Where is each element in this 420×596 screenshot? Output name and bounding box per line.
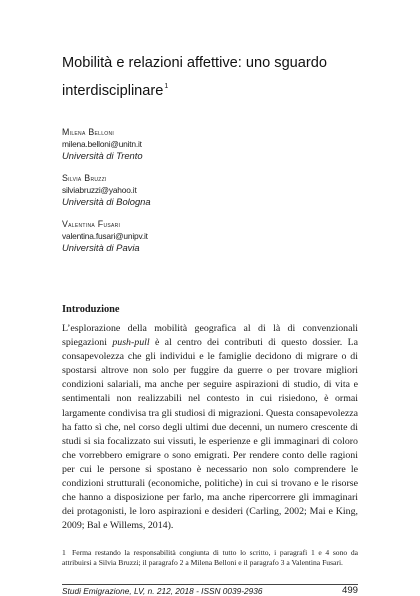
footer-divider <box>62 584 358 585</box>
author-block <box>62 127 362 265</box>
body-text-part2: è al centro dei contributi di questo dossier. La consapevolezza che gli individui e le famiglie decidono di migrare o di spostarsi altrove non solo per fuggire da guerre o per trovare migliori condizioni salariali, ma anche per seguire aspirazioni di studio, di vita e sentimentali non realizzabili nel contesto in cui risiedono, è ormai largamente condivisa tra gli studiosi di migrazioni. Questa consapevolezza ha fatto sì che, nel corso degli ultimi due decenni, un numero crescente di studi si sia focalizzato sui vissuti, le esperienze e gli immaginari di coloro che vorrebbero emigrare o sono emigrati. Per rendere conto delle ragioni per cui le persone si spostano è necessario non solo comprendere le condizioni strutturali (economiche, politiche) in cui si trovano e le risorse che hanno a disposizione per farlo, ma anche ripercorrere gli immaginari dei protagonisti, le loro aspirazioni e desideri (Carling, 2002; Mai e King, 2009; Bal e Willems, 2014). <box>62 337 358 532</box>
footnote-mark: 1 <box>62 548 66 557</box>
article-title-text: Mobilità e relazioni affettive: uno sguardo interdisciplinare <box>62 55 328 99</box>
author-name: Silvia Bruzzi <box>62 173 107 183</box>
author-entry <box>62 219 362 253</box>
author-name: Valentina Fusari <box>62 219 121 229</box>
author-entry <box>62 173 362 207</box>
author-name: Milena Belloni <box>62 127 115 137</box>
body-italic-term: push-pull <box>112 337 150 349</box>
footnote <box>62 548 358 568</box>
author-affiliation: Università di Pavia <box>62 242 140 253</box>
author-email: valentina.fusari@unipv.it <box>62 231 148 241</box>
title-footnote-mark: 1 <box>164 83 169 90</box>
footer-journal-citation: Studi Emigrazione, LV, n. 212, 2018 - ISSN 0039-2936 <box>62 586 263 596</box>
body-text-part1: L’esplorazione della mobilità geografica al di là di convenzionali spiegazioni <box>62 323 358 349</box>
author-affiliation: Università di Bologna <box>62 196 151 207</box>
section-heading: Introduzione <box>62 304 120 315</box>
footnote-text: Ferma restando la responsabilità congiunta di tutto lo scritto, i paragrafi 1 e 4 sono da attribuirsi a Silvia Bruzzi; il paragrafo 2 a Milena Belloni e il paragrafo 3 a Valentina Fusari. <box>62 548 358 567</box>
author-email: silviabruzzi@yahoo.it <box>62 185 137 195</box>
author-entry <box>62 127 362 161</box>
body-paragraph <box>62 322 358 533</box>
page-number: 499 <box>341 585 358 596</box>
author-email: milena.belloni@unitn.it <box>62 139 142 149</box>
author-affiliation: Università di Trento <box>62 150 143 161</box>
article-title <box>62 51 382 103</box>
